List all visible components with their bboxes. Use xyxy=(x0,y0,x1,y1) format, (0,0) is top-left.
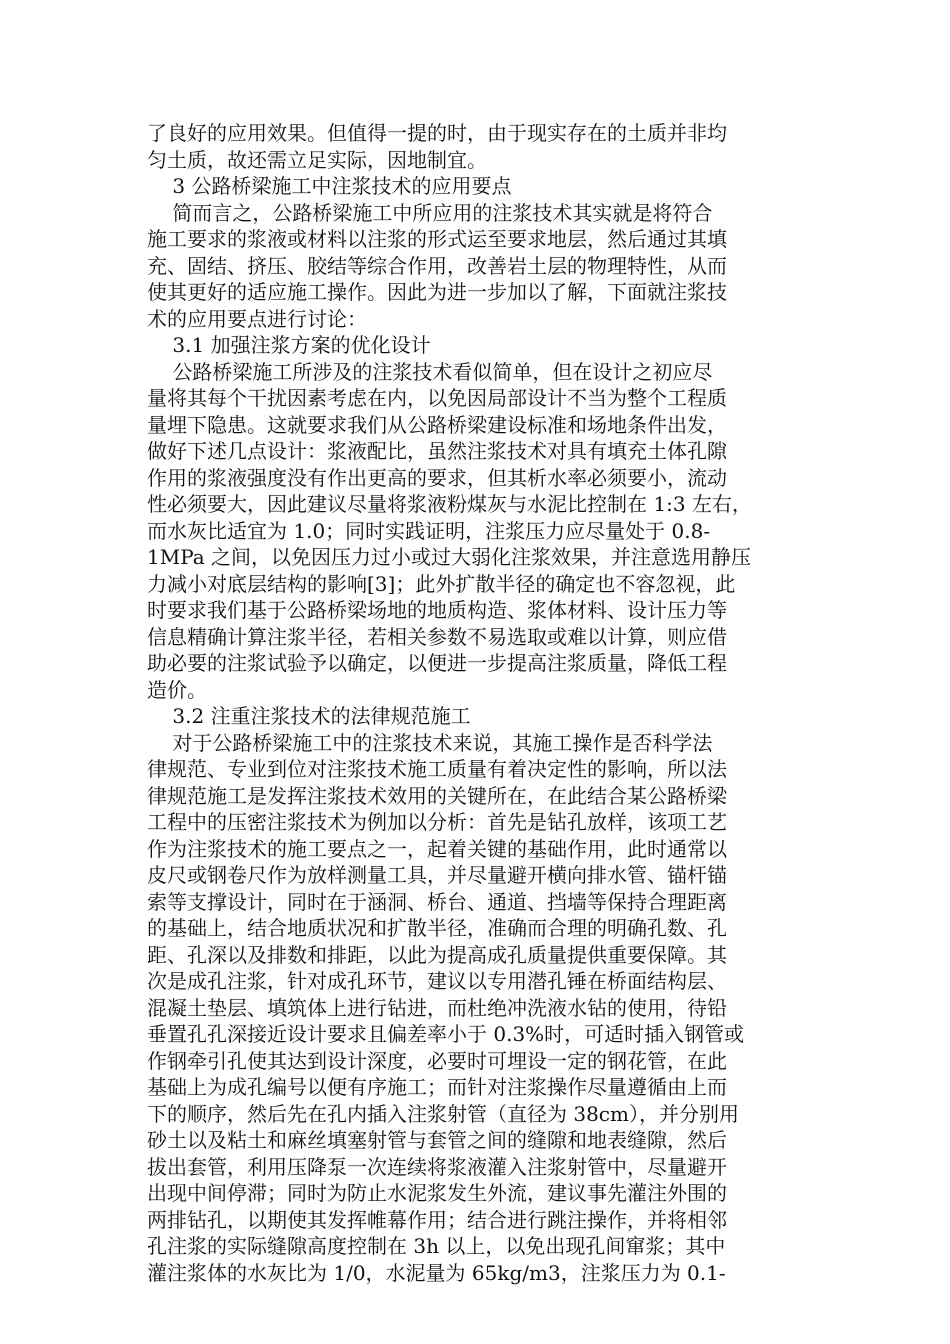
text-line: 混凝土垫层、填筑体上进行钻进，而杜绝冲洗液水钻的使用，待铅 xyxy=(147,995,727,1020)
text-line: 1MPa 之间，以免因压力过小或过大弱化注浆效果，并注意选用静压 xyxy=(147,545,752,569)
text-line: 距、孔深以及排数和排距，以此为提高成孔质量提供重要保障。其 xyxy=(147,942,727,967)
text-line: 的基础上，结合地质状况和扩散半径，准确而合理的明确孔数、孔 xyxy=(147,916,727,940)
text-line: 两排钻孔，以期使其发挥帷幕作用；结合进行跳注操作，并将相邻 xyxy=(147,1207,727,1232)
text-line: 术的应用要点进行讨论： xyxy=(147,306,367,331)
text-line: 索等支撑设计，同时在于涵洞、桥台、通道、挡墙等保持合理距离 xyxy=(147,889,727,914)
text-line: 皮尺或钢卷尺作为放样测量工具，并尽量避开横向排水管、锚杆锚 xyxy=(147,863,727,887)
text-line: 时要求我们基于公路桥梁场地的地质构造、浆体材料、设计压力等 xyxy=(147,598,727,622)
text-line: 作钢牵引孔使其达到设计深度，必要时可埋设一定的钢花管，在此 xyxy=(147,1048,727,1073)
text-line: 了良好的应用效果。但值得一提的时，由于现实存在的土质并非均 xyxy=(147,121,727,145)
text-line: 量埋下隐患。这就要求我们从公路桥梁建设标准和场地条件出发， xyxy=(147,412,727,437)
text-line: 3 公路桥梁施工中注浆技术的应用要点 xyxy=(147,174,512,198)
text-line: 拔出套管，利用压降泵一次连续将浆液灌入注浆射管中，尽量避开 xyxy=(147,1154,727,1179)
text-line: 作为注浆技术的施工要点之一，起着关键的基础作用，此时通常以 xyxy=(147,836,727,861)
text-line: 工程中的压密注浆技术为例加以分析：首先是钻孔放样，该项工艺 xyxy=(147,810,727,834)
document-body xyxy=(147,120,813,1286)
text-line: 作用的浆液强度没有作出更高的要求，但其析水率必须要小，流动 xyxy=(147,465,727,490)
text-line: 3.2 注重注浆技术的法律规范施工 xyxy=(147,704,471,728)
text-line: 孔注浆的实际缝隙高度控制在 3h 以上，以免出现孔间窜浆；其中 xyxy=(147,1234,726,1258)
text-line: 助必要的注浆试验予以确定，以便进一步提高注浆质量，降低工程 xyxy=(147,651,727,675)
text-line: 垂置孔孔深接近设计要求且偏差率小于 0.3%时，可适时插入钢管或 xyxy=(147,1022,745,1046)
text-line: 而水灰比适宜为 1.0；同时实践证明，注浆压力应尽量处于 0.8- xyxy=(147,518,711,543)
text-line: 做好下述几点设计：浆液配比，虽然注浆技术对具有填充土体孔隙 xyxy=(147,439,727,463)
text-line: 砂土以及粘土和麻丝填塞射管与套管之间的缝隙和地表缝隙，然后 xyxy=(147,1128,727,1152)
text-line: 力减小对底层结构的影响[3]；此外扩散半径的确定也不容忽视，此 xyxy=(147,571,736,596)
text-line: 公路桥梁施工所涉及的注浆技术看似简单，但在设计之初应尽 xyxy=(147,359,713,384)
text-line: 简而言之，公路桥梁施工中所应用的注浆技术其实就是将符合 xyxy=(147,200,713,225)
text-line: 次是成孔注浆，针对成孔环节，建议以专用潜孔锤在桥面结构层、 xyxy=(147,969,727,993)
text-line: 匀土质，故还需立足实际，因地制宜。 xyxy=(147,147,487,172)
text-line: 性必须要大，因此建议尽量将浆液粉煤灰与水泥比控制在 1:3 左右， xyxy=(147,492,752,516)
text-line: 使其更好的适应施工操作。因此为进一步加以了解，下面就注浆技 xyxy=(147,280,727,304)
text-line: 对于公路桥梁施工中的注浆技术来说，其施工操作是否科学法 xyxy=(147,730,713,755)
text-line: 量将其每个干扰因素考虑在内，以免因局部设计不当为整个工程质 xyxy=(147,386,727,410)
text-line: 灌注浆体的水灰比为 1/0，水泥量为 65kg/m3，注浆压力为 0.1- xyxy=(147,1260,726,1285)
text-line: 律规范施工是发挥注浆技术效用的关键所在，在此结合某公路桥梁 xyxy=(147,783,727,808)
text-line: 充、固结、挤压、胶结等综合作用，改善岩土层的物理特性，从而 xyxy=(147,253,727,278)
text-line: 出现中间停滞；同时为防止水泥浆发生外流，建议事先灌注外围的 xyxy=(147,1181,727,1205)
text-line: 信息精确计算注浆半径，若相关参数不易选取或难以计算，则应借 xyxy=(147,624,727,649)
text-line: 3.1 加强注浆方案的优化设计 xyxy=(147,333,431,357)
text-line: 下的顺序，然后先在孔内插入注浆射管（直径为 38cm），并分别用 xyxy=(147,1101,739,1126)
text-line: 施工要求的浆液或材料以注浆的形式运至要求地层，然后通过其填 xyxy=(147,227,727,251)
text-line: 造价。 xyxy=(147,677,207,702)
text-line: 律规范、专业到位对注浆技术施工质量有着决定性的影响，所以法 xyxy=(147,757,727,781)
text-line: 基础上为成孔编号以便有序施工；而针对注浆操作尽量遵循由上而 xyxy=(147,1075,727,1099)
